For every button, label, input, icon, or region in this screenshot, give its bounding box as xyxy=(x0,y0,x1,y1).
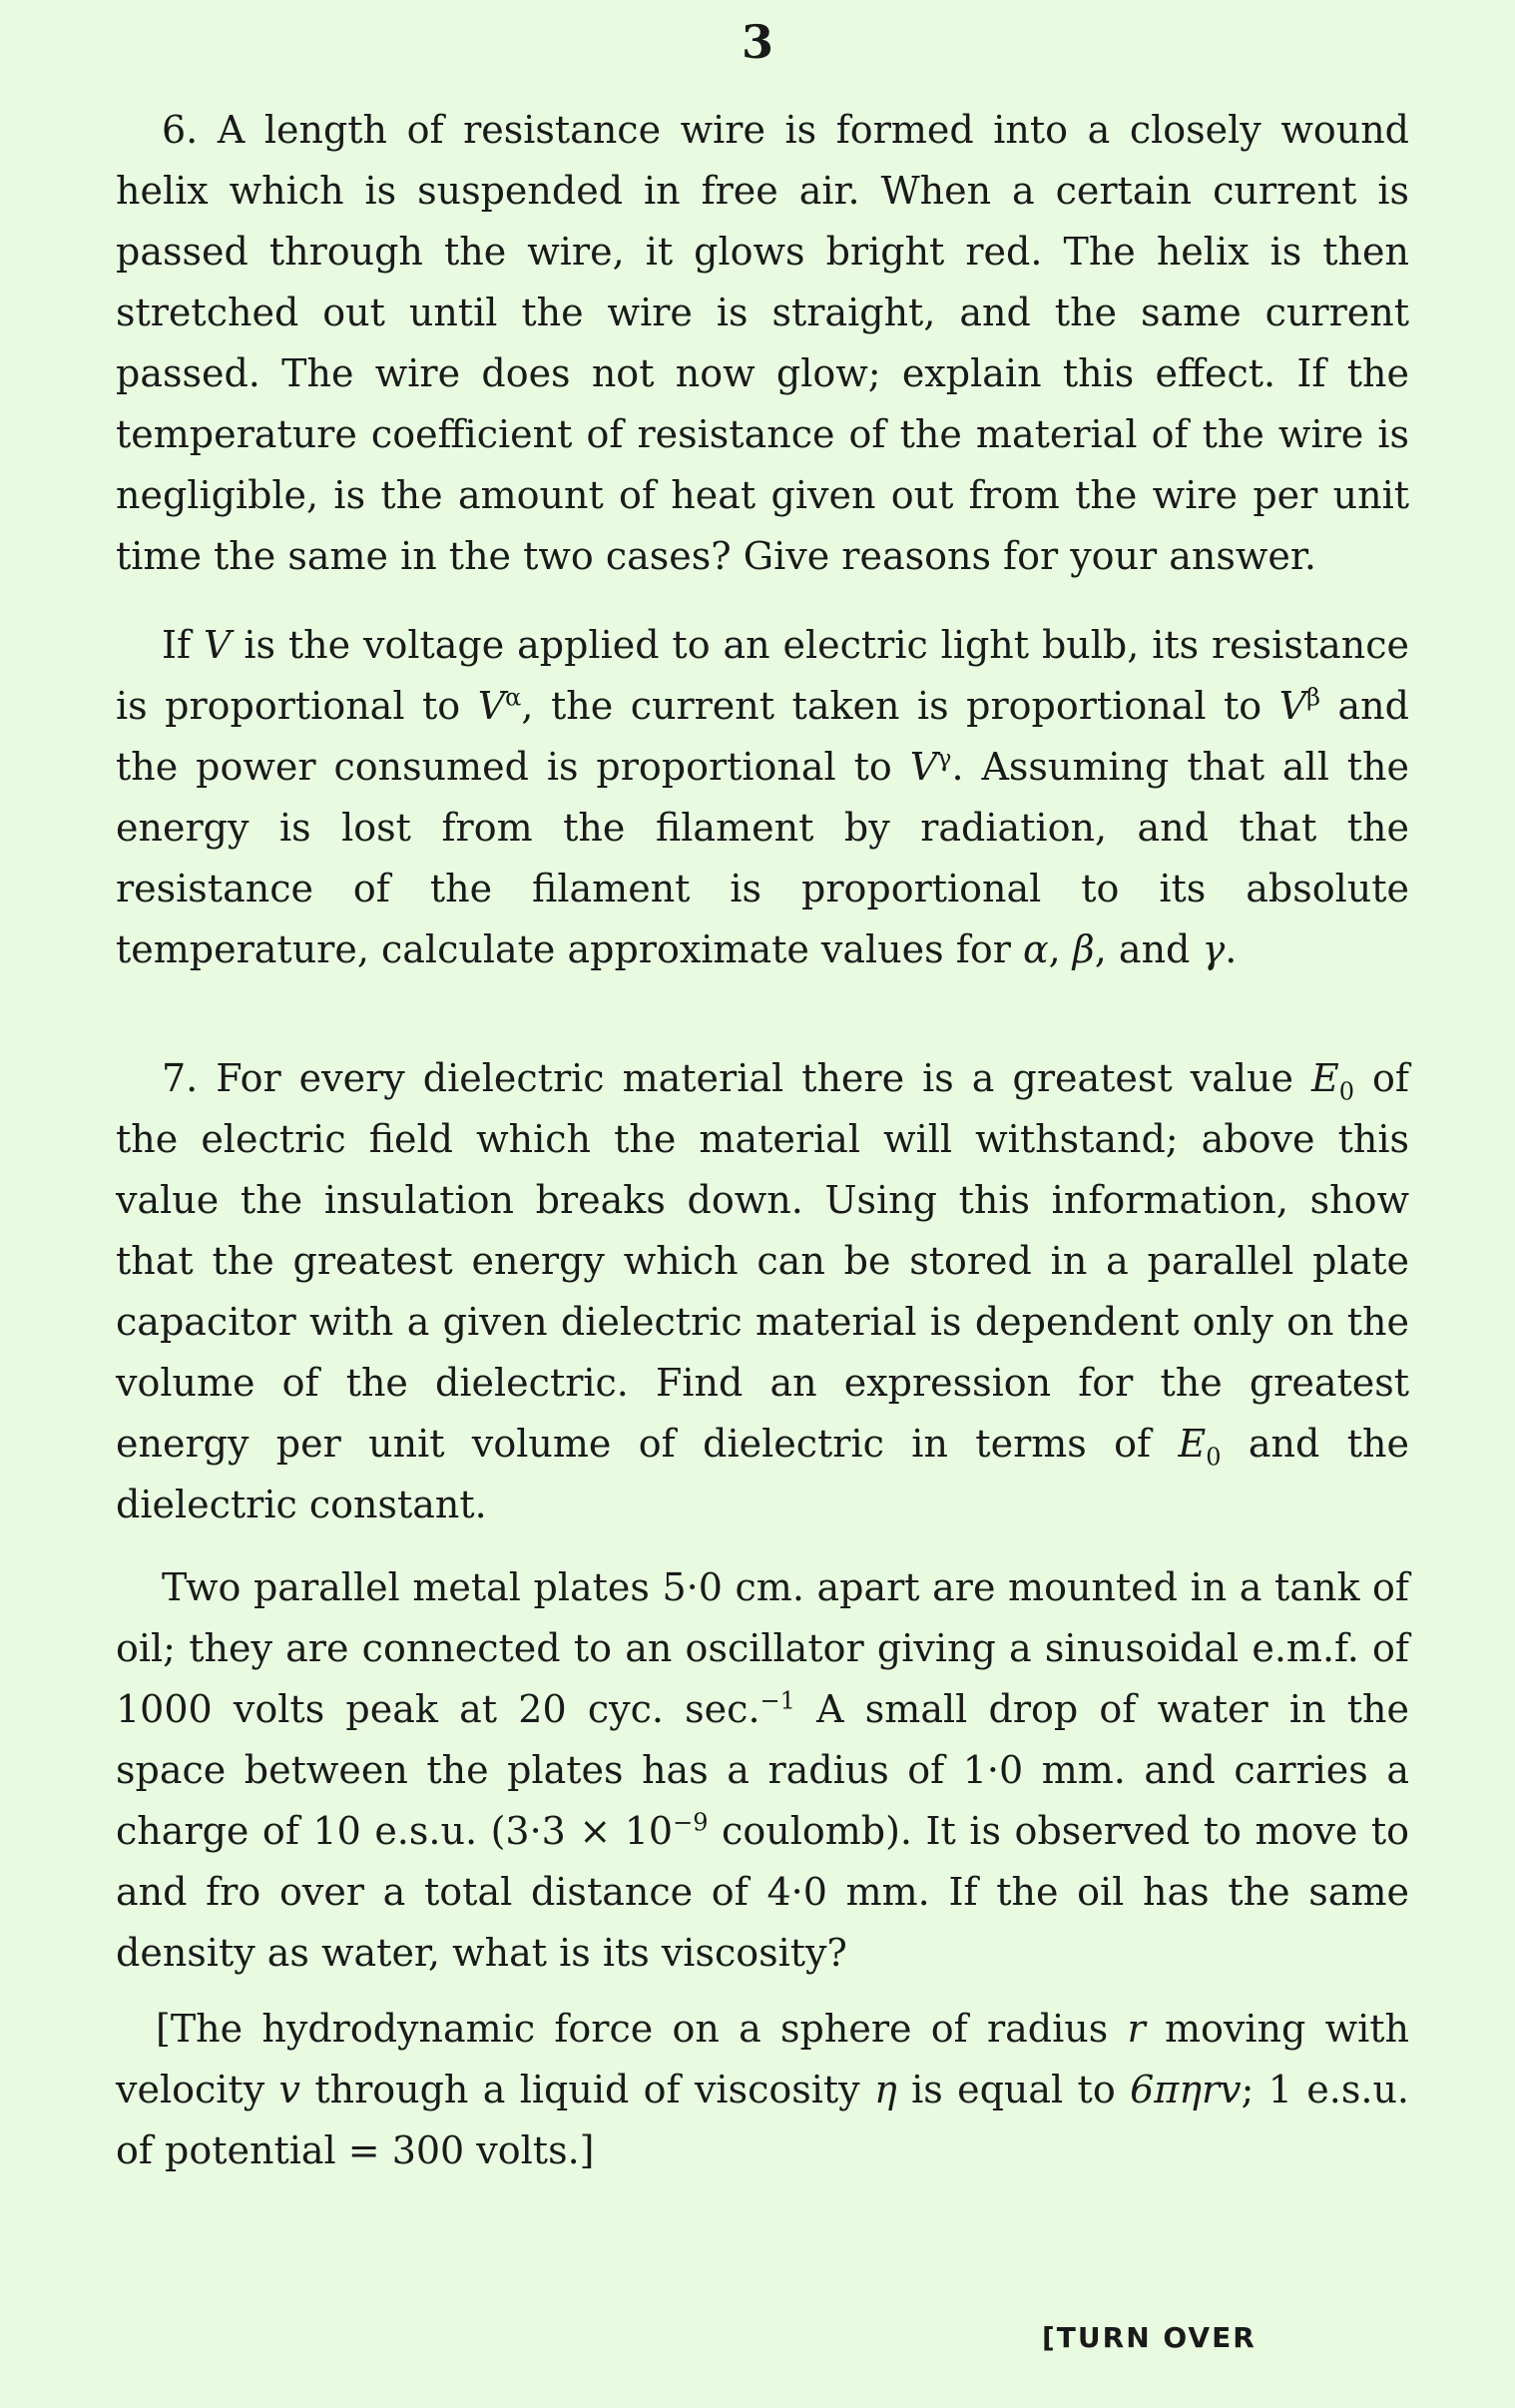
question-6-paragraph-1: 6. A length of resistance wire is formed into a closely wound helix which is suspended in free air. When a certain current is passed through the wire, it glows bright red. The helix is then stretched out until the wire is straight, and the same current passed. The wire does not now glow; explain this effect. If the temperature coefficient of resistance of the material of the wire is negligible, is the amount of heat given out from the wire per unit time the same in the two cases? Give reasons for your answer. xyxy=(116,108,1409,578)
question-6-paragraph-2: If V is the voltage applied to an electric light bulb, its resistance is proportional to $V^\alpha$, the current taken is proportional to $V^\beta$ and the power consumed is proportional to $V^\gamma$. Assuming that all the energy is lost from the filament by radiation, and that the resistance of the filament is proportional to its absolute temperature, calculate approximate values for α, β, and γ. xyxy=(116,623,1409,971)
question-7-note: [The hydrodynamic force on a sphere of radius r moving with velocity v through a liquid of viscosity η is equal to 6πηrv; 1 e.s.u. of potential = 300 volts.] xyxy=(116,2007,1409,2172)
page-number: 3 xyxy=(741,15,773,69)
turn-over-label: [TURN OVER xyxy=(1042,2321,1257,2354)
question-7-paragraph-1: 7. For every dielectric material there is a greatest value $E_0$ of the electric field which the material will withstand; above this value the insulation breaks down. Using this information, show that the greatest energy which can be stored in a parallel plate capacitor with a given dielectric material is dependent only on the volume of the dielectric. Find an expression for the greatest energy per unit volume of dielectric in terms of $E_0$ and the dielectric constant. xyxy=(116,1056,1409,1526)
question-7-paragraph-2: Two parallel metal plates 5·0 cm. apart are mounted in a tank of oil; they are connected to an oscillator giving a sinusoidal e.m.f. of 1000 volts peak at 20 cyc. sec.$^{-1}$ A small drop of water in the space between the plates has a radius of 1·0 mm. and carries a charge of 10 e.s.u. ($3\cdot 3 \times 10^{-9}$ coulomb). It is observed to move to and fro over a total distance of 4·0 mm. If the oil has the same density as water, what is its viscosity? xyxy=(116,1565,1409,1975)
